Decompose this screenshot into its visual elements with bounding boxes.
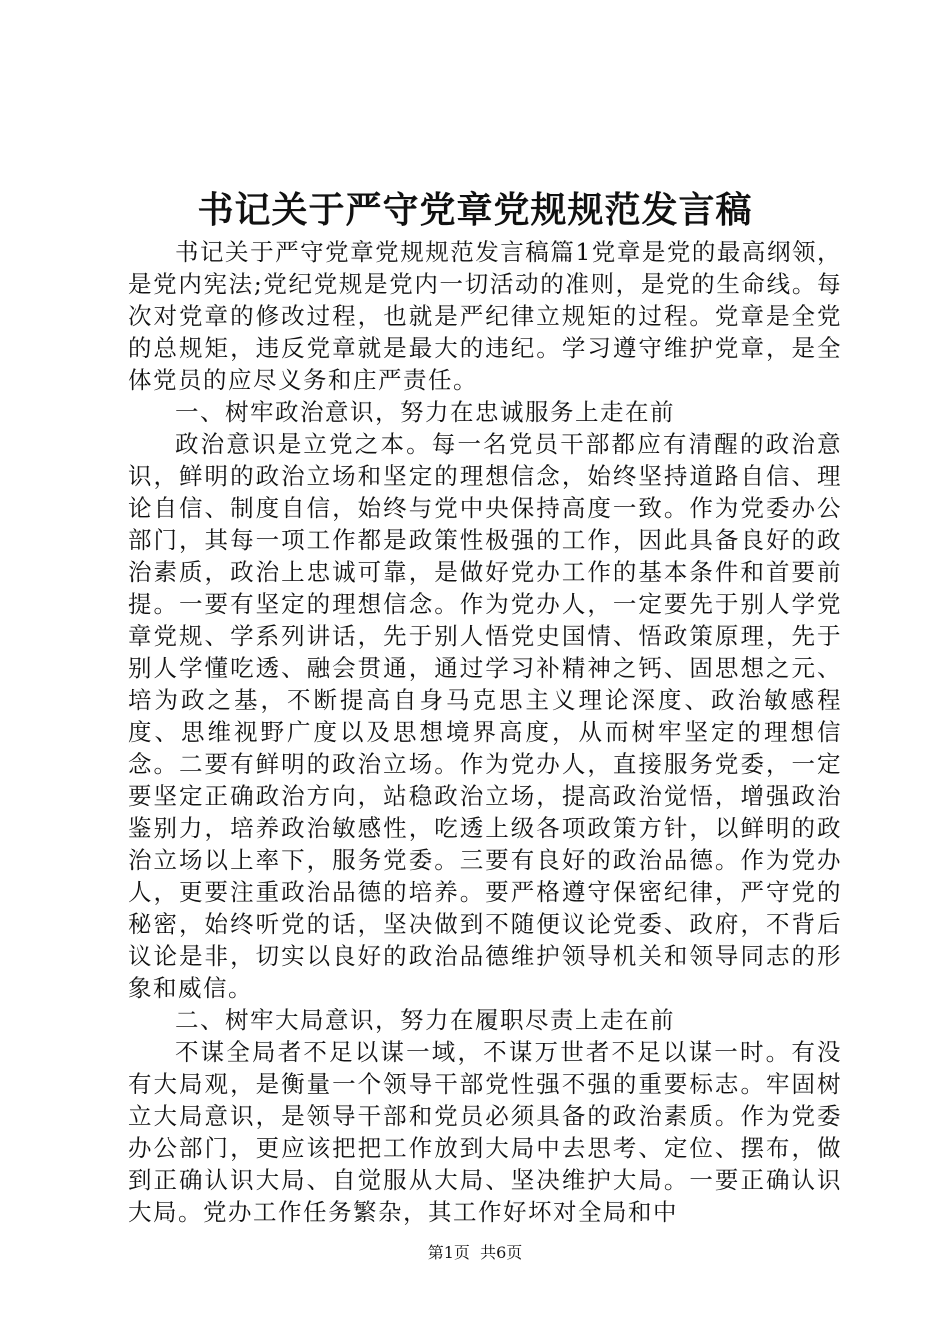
section-heading-1: 一、树牢政治意识，努力在忠诚服务上走在前 [175,398,675,426]
paragraph-intro: 书记关于严守党章党规规范发言稿篇1党章是党的最高纲领，是党内宪法;党纪党规是党内一切活动的准则，是党的生命线。每次对党章的修改过程，也就是严纪律立规矩的过程。党章是全党的总规矩，违反党章就是最大的违纪。学习遵守维护党章，是全体党员的应尽义务和庄严责任。 [128,238,842,394]
section-heading-2: 二、树牢大局意识，努力在履职尽责上走在前 [175,1006,675,1034]
page-footer [0,1242,950,1264]
paragraph-section-1: 政治意识是立党之本。每一名党员干部都应有清醒的政治意识，鲜明的政治立场和坚定的理想信念，始终坚持道路自信、理论自信、制度自信，始终与党中央保持高度一致。作为党委办公部门，其每一项工作都是政策性极强的工作，因此具备良好的政治素质，政治上忠诚可靠，是做好党办工作的基本条件和首要前提。一要有坚定的理想信念。作为党办人，一定要先于别人学党章党规、学系列讲话，先于别人悟党史国情、悟政策原理，先于别人学懂吃透、融会贯通，通过学习补精神之钙、固思想之元、培为政之基，不断提高自身马克思主义理论深度、政治敏感程度、思维视野广度以及思想境界高度，从而树牢坚定的理想信念。二要有鲜明的政治立场。作为党办人，直接服务党委，一定要坚定正确政治方向，站稳政治立场，提高政治觉悟，增强政治鉴别力，培养政治敏感性，吃透上级各项政策方针，以鲜明的政治立场以上率下，服务党委。三要有良好的政治品德。作为党办人，更要注重政治品德的培养。要严格遵守保密纪律，严守党的秘密，始终听党的话，坚决做到不随便议论党委、政府，不背后议论是非，切实以良好的政治品德维护领导机关和领导同志的形象和威信。 [128,430,842,1002]
paragraph-section-2: 不谋全局者不足以谋一域，不谋万世者不足以谋一时。有没有大局观，是衡量一个领导干部党性强不强的重要标志。牢固树立大局意识，是领导干部和党员必须具备的政治素质。作为党委办公部门，更应该把把工作放到大局中去思考、定位、摆布，做到正确认识大局、自觉服从大局、坚决维护大局。一要正确认识大局。党办工作任务繁杂，其工作好坏对全局和中 [128,1038,842,1226]
document-body [128,236,842,1228]
document-title: 书记关于严守党章党规规范发言稿 [197,189,753,231]
page-number: 第1页 [427,1243,470,1262]
page-total: 共6页 [480,1243,523,1262]
